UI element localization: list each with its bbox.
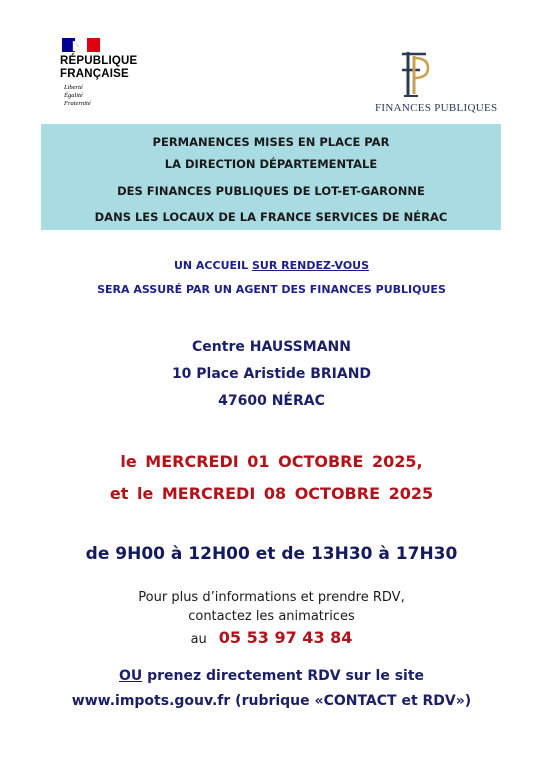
motto-liberte: Liberté: [64, 84, 83, 91]
site-ou: OU: [118, 668, 143, 684]
phone-number[interactable]: 05 53 97 43 84: [218, 628, 353, 647]
republique-motto: [64, 84, 91, 108]
republique-line1: RÉPUBLIQUE: [60, 55, 138, 67]
site-line1-rest: prenez directement RDV sur le site: [142, 668, 425, 684]
address-city: 47600 NÉRAC: [218, 393, 325, 409]
fp-monogram-icon: [398, 48, 430, 100]
phone-line: [0, 628, 543, 647]
finances-publiques-logo: [375, 48, 505, 118]
banner-line-3: DES FINANCES PUBLIQUES DE LOT-ET-GARONNE: [117, 184, 425, 198]
site-line-1: [0, 668, 543, 684]
banner-line-4: DANS LES LOCAUX DE LA FRANCE SERVICES DE NÉRAC: [94, 210, 448, 224]
opening-hours: de 9H00 à 12H00 et de 13H30 à 17H30: [85, 544, 458, 564]
address-name: Centre HAUSSMANN: [192, 339, 351, 355]
republique-line2: FRANÇAISE: [60, 68, 129, 80]
marianne-flag-icon: [62, 38, 100, 52]
contact-line-1: Pour plus d’informations et prendre RDV,: [138, 590, 405, 605]
motto-egalite: Égalité: [64, 92, 83, 99]
accueil-rdv: SUR RENDEZ-VOUS: [251, 259, 370, 272]
phone-prefix: au: [190, 632, 207, 647]
accueil-line-1: [0, 259, 543, 272]
date-line-2: et le MERCREDI 08 OCTOBRE 2025: [109, 484, 434, 503]
site-url-line[interactable]: www.impots.gouv.fr (rubrique «CONTACT et RDV»): [71, 693, 472, 709]
title-banner: [41, 124, 501, 230]
contact-line-2: contactez les animatrices: [188, 609, 355, 624]
address-street: 10 Place Aristide BRIAND: [171, 366, 372, 382]
finances-publiques-text: FINANCES PUBLIQUES: [375, 102, 498, 114]
republique-title: [60, 55, 137, 81]
date-line-1: le MERCREDI 01 OCTOBRE 2025,: [120, 452, 423, 471]
banner-line-2: LA DIRECTION DÉPARTEMENTALE: [164, 157, 378, 171]
accueil-line-2: SERA ASSURÉ PAR UN AGENT DES FINANCES PUBLIQUES: [97, 283, 446, 296]
motto-fraternite: Fraternité: [64, 100, 91, 107]
accueil-prefix: UN ACCUEIL: [173, 259, 252, 272]
banner-line-1: PERMANENCES MISES EN PLACE PAR: [152, 135, 390, 149]
